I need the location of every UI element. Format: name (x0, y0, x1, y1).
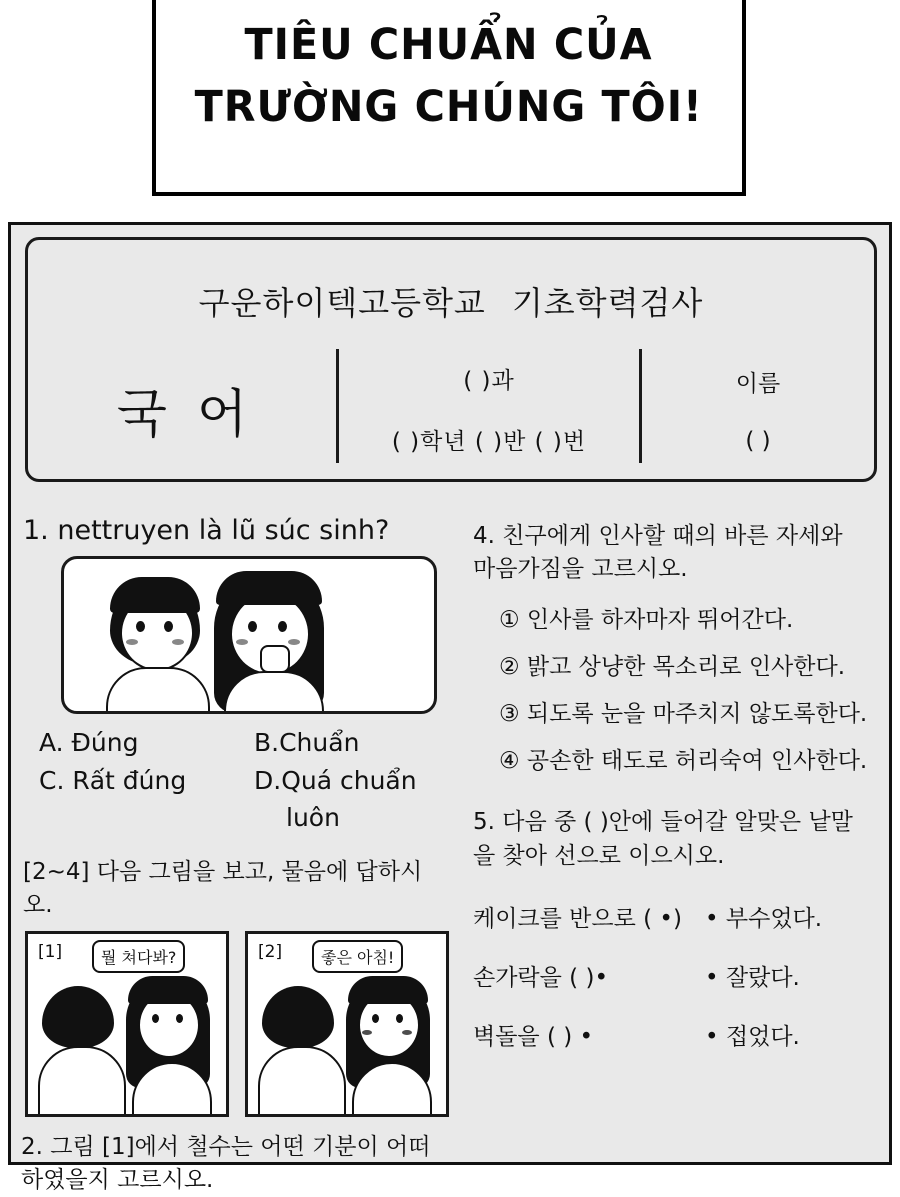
school-name: 구운하이텍고등학교 (199, 284, 486, 322)
p1-boy-hair (42, 986, 114, 1048)
girl-b-bangs (216, 571, 322, 605)
question-1: 1. nettruyen là lũ súc sinh? (23, 515, 449, 546)
field-grade: ( )학년 ( )반 ( )번 (392, 423, 586, 456)
name-field (642, 345, 874, 473)
girl-a-bangs (110, 577, 200, 613)
girl-b-cheek-left (236, 639, 248, 645)
girl-b-eye-left (248, 621, 257, 632)
matching-right-1: • 부수었다. (705, 900, 822, 933)
name-label: 이름 (736, 365, 780, 398)
p2-boy-hair (262, 986, 334, 1048)
matching-left-2: 손가락을 ( )• (473, 959, 705, 992)
choice-d[interactable]: D.Quá chuẩn (254, 762, 417, 800)
p2-boy-body (258, 1046, 346, 1117)
girl-b-hand (260, 645, 290, 673)
p1-girl-eye-right (176, 1014, 183, 1023)
question-5-line-1: 5. 다음 중 ( )안에 들어갈 알맞은 낱말 (473, 805, 885, 840)
girl-a-cheek-right (172, 639, 184, 645)
p2-girl-cheek-right (402, 1030, 412, 1035)
question-4-option-2[interactable]: ② 밝고 상냥한 목소리로 인사한다. (499, 648, 885, 681)
girl-b-eye-right (278, 621, 287, 632)
p1-boy-body (38, 1046, 126, 1117)
girl-a-cheek-left (126, 639, 138, 645)
name-blank: ( ) (745, 428, 770, 454)
panel-2-tag: [2] (258, 942, 282, 962)
question-4-option-4[interactable]: ④ 공손한 태도로 허리숙여 인사한다. (499, 742, 885, 775)
matching-row[interactable] (473, 959, 885, 992)
exam-header-row (28, 345, 874, 473)
p2-girl-bangs (348, 976, 428, 1004)
question-2-line-2: 하였을지 고르시오. (21, 1164, 449, 1197)
subject-label: 국어 (28, 345, 336, 473)
p2-girl-eye-left (372, 1014, 379, 1023)
matching-right-3: • 접었다. (705, 1018, 800, 1051)
right-column (473, 520, 885, 1077)
left-column (19, 515, 449, 1197)
question-4-line-1: 4. 친구에게 인사할 때의 바른 자세와 (473, 520, 885, 553)
girl-a-eye-right (164, 621, 173, 632)
comic-panel-2 (245, 931, 449, 1117)
comic-panel-1 (25, 931, 229, 1117)
panel-1-tag: [1] (38, 942, 62, 962)
choice-b[interactable]: B.Chuẩn (254, 724, 359, 762)
choice-c[interactable]: C. Rất đúng (39, 762, 254, 800)
matching-left-1: 케이크를 반으로 ( •) (473, 900, 705, 933)
exam-header-title (28, 278, 874, 324)
choice-d-cont: luôn (286, 799, 340, 837)
girl-a-body (106, 667, 210, 714)
girl-b-cheek-right (288, 639, 300, 645)
title-line-1: TIÊU CHUẨN CỦA (245, 14, 653, 76)
instruction-2-4: [2~4] 다음 그림을 보고, 물음에 답하시오. (23, 853, 449, 919)
test-name: 기초학력검사 (512, 284, 703, 322)
class-fields (339, 345, 639, 473)
matching-row[interactable] (473, 1018, 885, 1051)
p2-girl-eye-right (396, 1014, 403, 1023)
question-5-line-2: 을 찾아 선으로 이으시오. (473, 839, 885, 874)
question-4 (473, 520, 885, 587)
illustration-two-girls (61, 556, 437, 714)
field-class: ( )과 (463, 362, 514, 395)
exam-header-box (25, 237, 877, 482)
matching-left-3: 벽돌을 ( ) • (473, 1018, 705, 1051)
p1-girl-bangs (128, 976, 208, 1004)
question-4-option-3[interactable]: ③ 되도록 눈을 마주치지 않도록한다. (499, 695, 885, 728)
question-2 (21, 1131, 449, 1197)
p2-girl-cheek-left (362, 1030, 372, 1035)
question-4-option-1[interactable]: ① 인사를 하자마자 뛰어간다. (499, 601, 885, 634)
question-5 (473, 805, 885, 874)
question-2-line-1: 2. 그림 [1]에서 철수는 어떤 기분이 어떠 (21, 1131, 449, 1164)
matching-exercise (473, 900, 885, 1051)
panel-2-speech: 좋은 아침! (312, 940, 403, 973)
comic-panels (25, 931, 449, 1117)
p1-girl-eye-left (152, 1014, 159, 1023)
answer-choices (39, 724, 449, 837)
matching-right-2: • 잘랐다. (705, 959, 800, 992)
title-panel (152, 0, 746, 196)
girl-a-eye-left (136, 621, 145, 632)
title-line-2: TRƯỜNG CHÚNG TÔI! (195, 76, 703, 138)
matching-row[interactable] (473, 900, 885, 933)
question-4-line-2: 마음가짐을 고르시오. (473, 553, 885, 586)
panel-1-speech: 뭘 쳐다봐? (92, 940, 185, 973)
choice-a[interactable]: A. Đúng (39, 724, 254, 762)
exam-sheet (8, 222, 892, 1165)
